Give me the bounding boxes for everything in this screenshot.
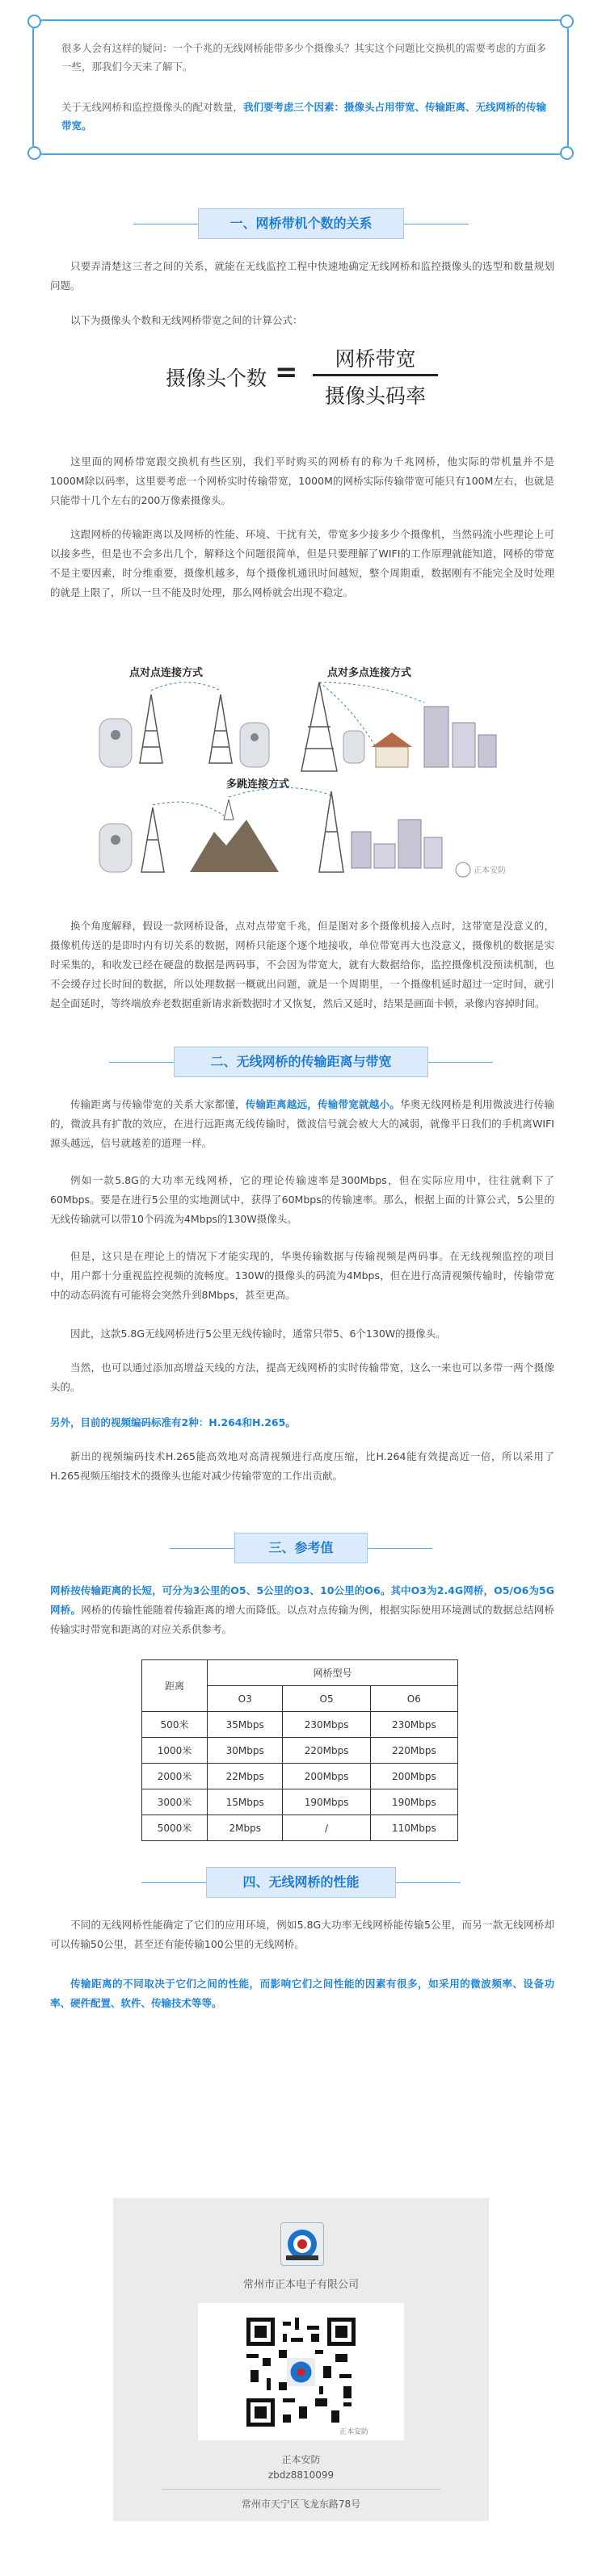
table-row: [142, 1764, 458, 1789]
table-cell: 110Mbps: [370, 1815, 457, 1841]
account-id: zbdz8810099: [267, 2469, 335, 2481]
section-2-paragraph-7: 新出的视频编码技术H.265能高效地对高清视频进行高度压缩，比H.264能有效提高近一倍，所以采用了H.265视频压缩技术的摄像头也能对减少传输带宽的工作出贡献。: [50, 1450, 554, 1482]
p2mp-network: [301, 682, 496, 771]
table-header-model: O3: [208, 1686, 283, 1712]
camera-lens-icon: [250, 733, 259, 741]
table-cell: 230Mbps: [283, 1712, 370, 1738]
camera-device-icon: [343, 731, 364, 763]
section-1-paragraph-5: 换个角度解释，假设一款网桥设备，点对点带宽千兆，但是图对多个摄像机接入点时，这带宽是没意义的，摄像机传送的是即时内有切关系的数据，网桥只能逐个逐个地接收，单位带宽再大也没意义，摄像机的数据是实时采集的，和收发已经在硬盘的数据是两码事，不会因为带宽大，就有大数据给你，监控摄像机没预读机制，也不会缓存过长时间的数据，所以处理数据一概就出问题，就是一个周期里，一个摄像机延时超过一定时间，就引起全面延时，等终端放弃老数据重新请求新数据时才又恢复，然后又延时，结果是画面卡顿，录像内容掉时间。: [50, 920, 554, 1009]
footer-divider: [162, 2489, 440, 2490]
section-3-title: 三、参考值: [234, 1533, 368, 1563]
table-cell: 22Mbps: [208, 1764, 283, 1789]
section-4-heading: [0, 1867, 602, 1899]
section-3-paragraph-1-suffix: 网桥的传输性能随着传输距离的增大而降低。以点对点传输为例，根据实际使用环境测试的数据总结网桥传输实时带宽和距离的对应关系供参考。: [50, 1604, 554, 1635]
wireless-link-icon: [151, 682, 221, 690]
camera-device-icon: [99, 719, 132, 767]
section-2-key-point: 传输距离越远，传输带宽就越小。: [245, 1098, 400, 1110]
wireless-link-icon: [153, 802, 224, 816]
antenna-tower-icon: [301, 682, 337, 771]
diagram-watermark: 正本安防: [474, 866, 506, 875]
table-cell: 230Mbps: [370, 1712, 457, 1738]
intro-corner-dot: [560, 146, 574, 160]
house-roof-icon: [372, 732, 412, 747]
section-2-paragraph-3: 但是，这只是在理论上的情况下才能实现的，华奥传输数据与传输视频是两码事。在无线视频监控的项目中，用户都十分重视监控视频的流畅度。130W的摄像头的码流为4Mbps，但在进行高清视频传输时，传输带宽中的动态码流有可能将会突然升到8Mbps，甚至更高。: [50, 1250, 554, 1301]
intro-paragraph-1: 很多人会有这样的疑问：一个千兆的无线网桥能带多少个摄像头？其实这个问题比交换机的需要考虑的方面多一些，那我们今天来了解下。: [61, 42, 547, 73]
label-point-to-point: 点对点连接方式: [129, 667, 204, 679]
table-cell: 2Mbps: [208, 1815, 283, 1841]
section-1-paragraph-2: 以下为摄像头个数和无线网桥带宽之间的计算公式：: [70, 314, 303, 326]
camera-lens-icon: [111, 730, 120, 740]
section-2-paragraph-4: 因此，这款5.8G无线网桥进行5公里无线传输时，通常只带5、6个130W的摄像头。: [70, 1328, 446, 1340]
section-2-heading: [0, 1047, 602, 1079]
building-icon: [352, 832, 371, 868]
antenna-tower-icon: [141, 808, 164, 872]
section-4-performance-factors: 传输距离的不同取决于它们之间的性能，而影响它们之间性能的因素有很多，如采用的微波频率、设备功率、硬件配置、软件、传输技术等等。: [50, 1978, 554, 2009]
qr-code-icon[interactable]: [246, 2318, 356, 2427]
table-header-model-group: 网桥型号: [208, 1660, 458, 1686]
building-icon: [424, 707, 448, 767]
house-icon: [376, 747, 408, 767]
company-logo-icon: [281, 2223, 323, 2265]
antenna-tower-icon: [209, 694, 232, 763]
heading-rule-right: [368, 1548, 432, 1549]
table-header-model: O6: [370, 1686, 457, 1712]
table-row: [142, 1789, 458, 1815]
building-icon: [453, 723, 475, 767]
formula-left: 摄像头个数: [166, 367, 267, 390]
table-header-row: [142, 1660, 458, 1686]
heading-rule-left: [109, 1062, 174, 1063]
table-cell: 220Mbps: [370, 1738, 457, 1764]
table-cell-distance: 1000米: [142, 1738, 208, 1764]
formula: [166, 343, 440, 408]
camera-device-icon: [240, 723, 269, 767]
heading-rule-left: [170, 1548, 234, 1549]
section-2-paragraph-5: 当然，也可以通过添加高增益天线的方法，提高无线网桥的实时传输带宽，这么一来也可以多带一两个摄像头的。: [50, 1361, 554, 1393]
table-cell: 190Mbps: [283, 1789, 370, 1815]
formula-numerator: 网桥带宽: [335, 347, 416, 371]
mountain-icon: [190, 820, 279, 872]
camera-lens-icon: [111, 835, 120, 845]
building-icon: [374, 844, 395, 868]
antenna-tower-icon: [319, 791, 343, 872]
qr-panel: [198, 2303, 404, 2440]
intro-corner-dot: [27, 15, 41, 28]
company-card: [113, 2198, 489, 2521]
table-cell: 220Mbps: [283, 1738, 370, 1764]
intro-corner-dot: [27, 146, 41, 160]
building-icon: [424, 837, 442, 868]
section-2-title: 二、无线网桥的传输距离与带宽: [174, 1047, 428, 1077]
section-1-title: 一、网桥带机个数的关系: [198, 208, 404, 239]
intro-corner-dot: [560, 15, 574, 28]
heading-rule-right: [396, 1882, 461, 1883]
table-row: [142, 1712, 458, 1738]
connection-diagram: [85, 658, 521, 908]
section-4-title: 四、无线网桥的性能: [206, 1867, 396, 1898]
qr-watermark: 正本安防: [339, 2428, 369, 2436]
formula-equals: =: [275, 356, 298, 388]
section-2-paragraph-1-suffix: 华奥无线网桥是利用微波进行传输的，微波具有扩散的效应，在进行远距离无线传输时，微波信号就会被大大的减弱，就像平日我们的手机离WIFI源头越远，信号就越差的道理一样。: [50, 1098, 554, 1149]
section-3-model-note: 网桥按传输距离的长短，可分为3公里的O5、5公里的O3、10公里的O6。其中O3为2.4G网桥，O5/O6为5G网桥。: [50, 1584, 554, 1616]
formula-fraction-bar: [313, 374, 438, 376]
camera-device-icon: [99, 824, 132, 872]
table-row: [142, 1738, 458, 1764]
company-address: 常州市天宁区飞龙东路78号: [241, 2498, 361, 2510]
table-cell: /: [283, 1815, 370, 1841]
section-1-paragraph-3: 这里面的网桥带宽跟交换机有些区别，我们平时购买的网桥有的称为千兆网桥，他实际的带机量并不是1000M除以码率，这里要考虑一个网桥实时传输带宽，1000M的网桥实际传输带宽可能只有100M左右，也就是只能带十几个左右的200万像素摄像头。: [50, 455, 554, 506]
wireless-link-icon: [319, 682, 424, 703]
intro-three-factors: 我们要考虑三个因素：摄像头占用带宽、传输距离、无线网桥的传输带宽。: [61, 101, 547, 132]
section-2-paragraph-1-prefix: 传输距离与传输带宽的关系大家都懂，: [70, 1098, 246, 1110]
table-cell: 200Mbps: [283, 1764, 370, 1789]
section-1-paragraph-1: 只要弄清楚这三者之间的关系，就能在无线监控工程中快速地确定无线网桥和监控摄像头的选型和数量规划问题。: [50, 260, 554, 292]
label-point-to-multipoint: 点对多点连接方式: [327, 667, 412, 679]
table-cell-distance: 2000米: [142, 1764, 208, 1789]
section-1-paragraph-4: 这跟网桥的传输距离以及网桥的性能、环境、干扰有关，带宽多少接多少个摄像机，当然码流小些理论上可以接多些，但是也不会多出几个，解释这个问题很简单，但是只要理解了WIFI的工作原理就能知道，网桥的带宽不是主要因素，时分维重要，摄像机越多，每个摄像机通讯时间越短，整个周期重，数据刚有不能完全及时处理的就是上限了，所以一旦不能及时处理，那么网桥就会出现不稳定。: [50, 528, 554, 598]
section-3-paragraph-1: [50, 1581, 554, 1639]
section-4-paragraph-1: 不同的无线网桥性能确定了它们的应用环境，例如5.8G大功率无线网桥能传输5公里，而另一款无线网桥却可以传输50公里，甚至还有能传输100公里的无线网桥。: [50, 1919, 554, 1950]
table-cell: 30Mbps: [208, 1738, 283, 1764]
antenna-tower-icon: [224, 799, 234, 820]
intro-paragraph-2-text: 关于无线网桥和监控摄像头的配对数量，: [61, 101, 244, 113]
table-header-distance: 距离: [142, 1660, 208, 1712]
table-cell-distance: 3000米: [142, 1789, 208, 1815]
table-cell: 15Mbps: [208, 1789, 283, 1815]
intro-box: [32, 19, 569, 155]
section-1-heading: [0, 208, 602, 241]
label-multi-hop: 多跳连接方式: [226, 778, 290, 791]
multi-hop-network: [99, 787, 506, 877]
bandwidth-distance-table: [141, 1659, 458, 1841]
company-logo: [280, 2222, 324, 2266]
building-icon: [478, 735, 496, 767]
watermark-logo-icon: [456, 862, 470, 877]
connection-diagram-svg: [85, 658, 521, 908]
table-cell: 35Mbps: [208, 1712, 283, 1738]
company-name: 常州市正本电子有限公司: [242, 2279, 359, 2291]
table-cell: 200Mbps: [370, 1764, 457, 1789]
section-2-paragraph-1: [50, 1095, 554, 1153]
heading-rule-left: [141, 1882, 206, 1883]
formula-denominator: 摄像头码率: [324, 384, 426, 408]
section-3-heading: [0, 1533, 602, 1565]
intro-paragraph-2: [61, 98, 549, 135]
antenna-tower-icon: [140, 694, 162, 763]
table-row: [142, 1815, 458, 1841]
table-cell-distance: 5000米: [142, 1815, 208, 1841]
table-cell-distance: 500米: [142, 1712, 208, 1738]
section-2-codec-note: 另外，目前的视频编码标准有2种：H.264和H.265。: [50, 1416, 296, 1429]
table-header-model: O5: [283, 1686, 370, 1712]
p2p-network: [99, 682, 269, 767]
brand-name: 正本安防: [281, 2454, 321, 2465]
heading-rule-right: [428, 1062, 493, 1063]
building-icon: [398, 820, 421, 868]
section-2-paragraph-2: 例如一款5.8G的大功率无线网桥，它的理论传输速率是300Mbps，但在实际应用中，往往就剩下了60Mbps。要是在进行5公里的实地测试中，获得了60Mbps的传输速率。那么，根据上面的计算公式，5公里的无线传输就可以带10个码流为4Mbps的130W摄像头。: [50, 1174, 554, 1225]
table-cell: 190Mbps: [370, 1789, 457, 1815]
